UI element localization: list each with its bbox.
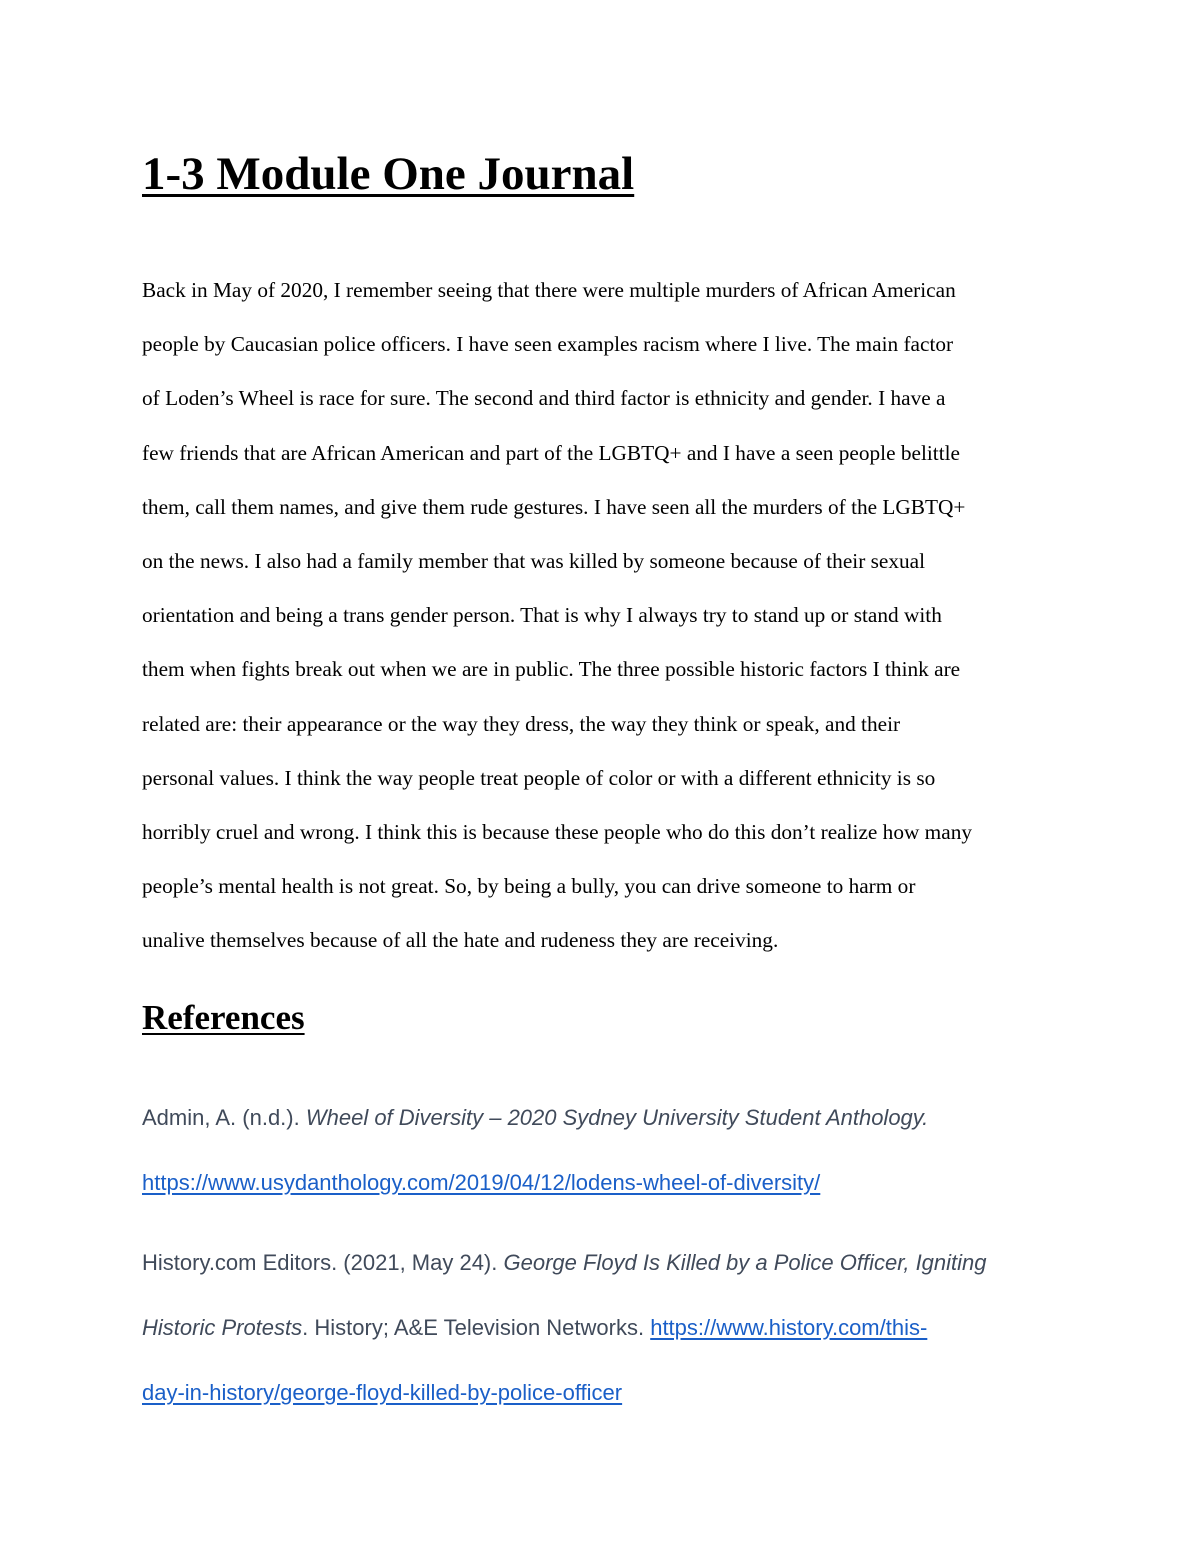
document-title: 1-3 Module One Journal [142,148,635,200]
body-line: them, call them names, and give them rude gestures. I have seen all the murders of the LGBTQ+ [142,494,966,519]
reference-link[interactable]: https://www.history.com/this- [650,1315,928,1340]
reference-author: Admin, A. (n.d.). [142,1105,306,1130]
body-line: people by Caucasian police officers. I have seen examples racism where I live. The main factor [142,332,954,357]
reference-entry [142,1085,1142,1215]
reference-link[interactable]: day-in-history/george-floyd-killed-by-police-officer [142,1380,623,1405]
reference-title: George Floyd Is Killed by a Police Officer, Igniting [503,1250,987,1275]
body-line: on the news. I also had a family member that was killed by someone because of their sexual [142,548,926,573]
reference-line [142,1230,1142,1295]
reference-title: Wheel of Diversity – 2020 Sydney University Student Anthology. [305,1105,929,1130]
body-line: them when fights break out when we are in public. The three possible historic factors I think are [142,657,961,682]
body-line: orientation and being a trans gender person. That is why I always try to stand up or stand with [142,603,942,628]
reference-author: History.com Editors. (2021, May 24). [142,1250,504,1275]
body-line: related are: their appearance or the way they dress, the way they think or speak, and their [142,711,901,736]
body-line: Back in May of 2020, I remember seeing that there were multiple murders of African American [142,278,956,302]
reference-line [142,1085,1142,1150]
journal-body [142,263,1082,967]
reference-publisher: . History; A&E Television Networks. [302,1315,651,1340]
body-line: horribly cruel and wrong. I think this is because these people who do this don’t realize how many [142,819,972,844]
reference-line [142,1360,1142,1425]
reference-line [142,1150,1142,1215]
reference-entry [142,1230,1142,1425]
body-line: people’s mental health is not great. So, by being a bully, you can drive someone to harm or [142,874,916,899]
body-line: personal values. I think the way people treat people of color or with a different ethnicity is so [142,765,936,790]
references-heading: References [142,998,305,1037]
body-line: few friends that are African American and part of the LGBTQ+ and I have a seen people belittle [142,440,961,465]
body-line: of Loden’s Wheel is race for sure. The second and third factor is ethnicity and gender. I have a [142,386,946,411]
reference-line [142,1295,1142,1360]
body-line: unalive themselves because of all the hate and rudeness they are receiving. [142,928,779,953]
reference-title: Historic Protests [142,1315,303,1340]
reference-link[interactable]: https://www.usydanthology.com/2019/04/12/lodens-wheel-of-diversity/ [142,1170,821,1195]
